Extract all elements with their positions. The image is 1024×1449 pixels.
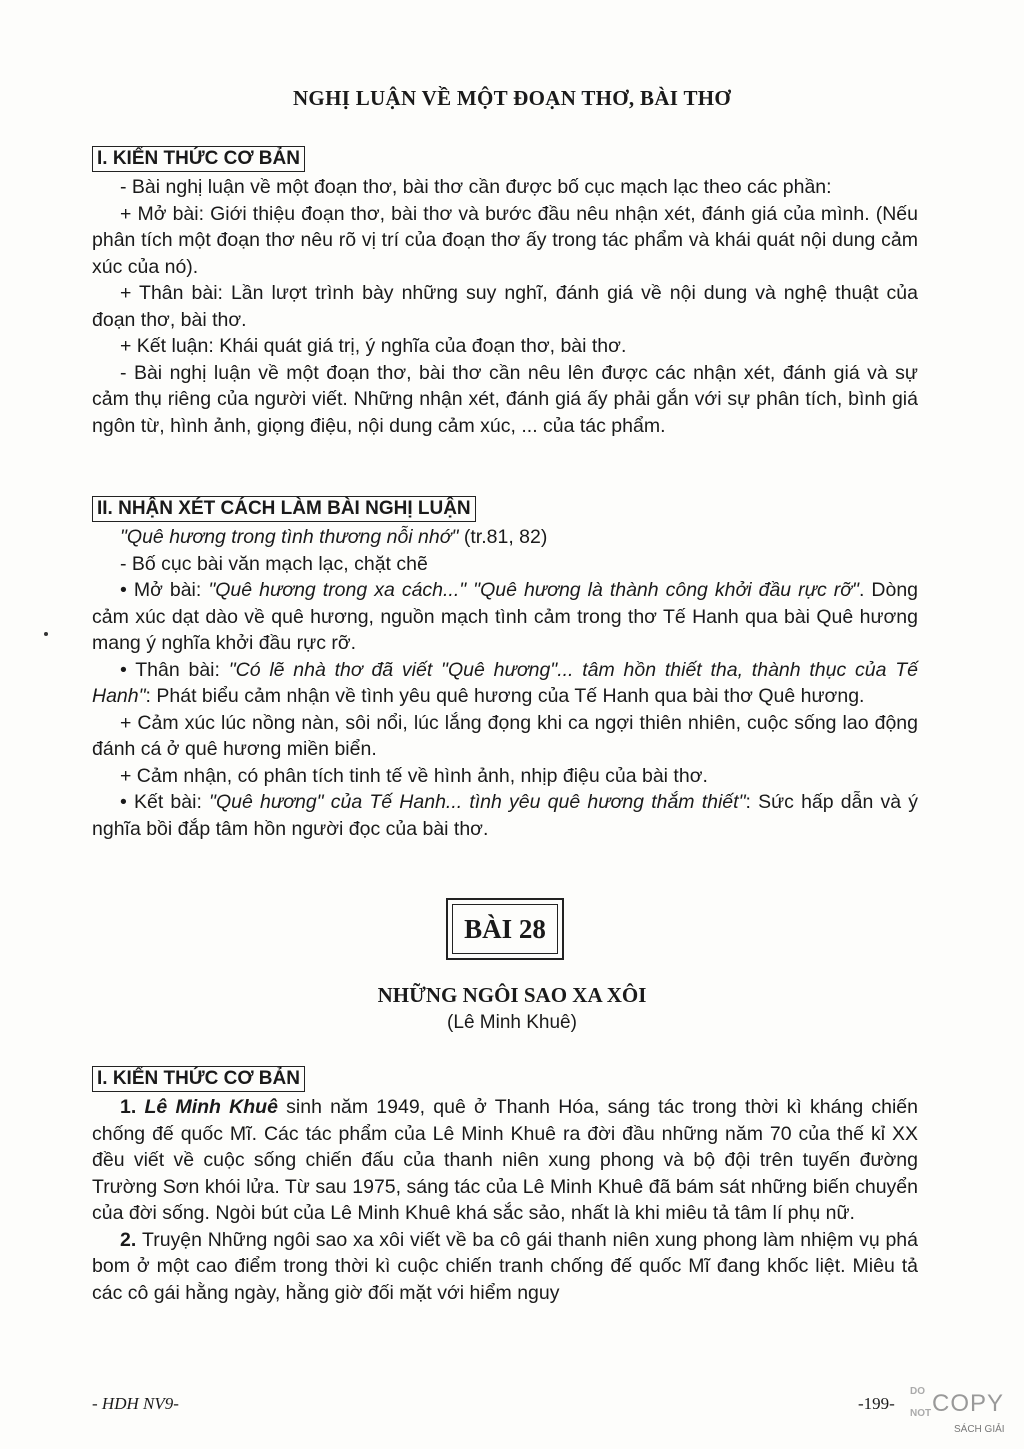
lesson-number-box <box>446 898 564 960</box>
text: Truyện Những ngôi sao xa xôi viết về ba cô gái thanh niên xung phong làm nhiệm vụ phá bom ở một cao điểm trong thời kì cuộc chiến tranh chống đế quốc Mĩ đang khốc liệt. Miêu tả các cô gái hằng ngày, hằng giờ đối mặt với hiểm nguy <box>92 1228 918 1304</box>
section-essay-method-body <box>92 524 918 842</box>
text: : Sức hấp dẫn và ý nghĩa bồi đắp tâm hồn người đọc của bài thơ. <box>92 791 918 840</box>
paragraph: + Cảm nhận, có phân tích tinh tế về hình ảnh, nhịp điệu của bài thơ. <box>120 764 708 787</box>
label: • Mở bài: <box>120 579 209 601</box>
label: • Thân bài: <box>120 658 229 681</box>
paragraph: + Kết luận: Khái quát giá trị, ý nghĩa của đoạn thơ, bài thơ. <box>120 335 627 357</box>
footer-book-code: - HDH NV9- <box>92 1394 179 1413</box>
section-basic-knowledge-2-body <box>92 1094 918 1306</box>
watermark-sach-giai: SÁCH GIẢI <box>954 1424 1005 1435</box>
reference-line <box>92 524 918 551</box>
section-basic-knowledge-body <box>92 174 918 439</box>
author-name: Lê Minh Khuê <box>144 1096 278 1118</box>
paragraph-author-intro <box>92 1094 918 1227</box>
text: : Phát biểu cảm nhận về tình yêu quê hương của Tế Hanh qua bài thơ Quê hương. <box>145 685 865 707</box>
paragraph-than-bai <box>92 657 918 710</box>
watermark-not: NOT <box>910 1408 932 1419</box>
lesson-number: BÀI 28 <box>452 904 558 954</box>
quote: "Quê hương" của Tế Hanh... tình yêu quê hương thắm thiết" <box>209 791 746 813</box>
reference-pages: (tr.81, 82) <box>458 526 548 548</box>
paragraph: - Bài nghị luận về một đoạn thơ, bài thơ cần được bố cục mạch lạc theo các phần: <box>120 176 832 198</box>
label: • Kết bài: <box>120 791 210 813</box>
text: sinh năm 1949, quê ở Thanh Hóa, sáng tác trong thời kì kháng chiến chống đế quốc Mĩ. Các tác phẩm của Lê Minh Khuê ra đời đầu những năm 70 của thế kỉ XX đều viết về cuộc sống chiến đấu của thanh niên xung phong và bộ đội trên tuyến đường Trường Sơn khói lửa. Từ sau 1975, sáng tác của Lê Minh Khuê đã bám sát những biến chuyển của đời sống. Ngòi bút của Lê Minh Khuê khá sắc sảo, nhất là khi miêu tả tâm lí phụ nữ. <box>92 1096 918 1224</box>
story-author: (Lê Minh Khuê) <box>447 1012 577 1033</box>
paragraph: - Bài nghị luận về một đoạn thơ, bài thơ cần nêu lên được các nhận xét, đánh giá và sự cảm thụ riêng của người viết. Những nhận xét, đánh giá ấy phải gắn với sự phân tích, bình giá ngôn từ, hình ảnh, giọng điệu, nội dung cảm xúc, ... của tác phẩm. <box>92 361 918 437</box>
section-heading-basic-knowledge-2: I. KIẾN THỨC CƠ BẢN <box>92 1066 305 1092</box>
item-number: 1. <box>120 1096 145 1118</box>
page-number: -199- <box>858 1394 895 1413</box>
paragraph-mo-bai <box>92 577 918 657</box>
paragraph: + Thân bài: Lần lượt trình bày những suy nghĩ, đánh giá về nội dung và nghệ thuật của đoạn thơ, bài thơ. <box>92 282 918 331</box>
page-title: NGHỊ LUẬN VỀ MỘT ĐOẠN THƠ, BÀI THƠ <box>292 86 732 110</box>
watermark-copy: COPY <box>932 1390 1005 1417</box>
reference-title: "Quê hương trong tình thương nỗi nhớ" <box>120 526 459 548</box>
paragraph: + Mở bài: Giới thiệu đoạn thơ, bài thơ và bước đầu nêu nhận xét, đánh giá của mình. (Nếu phân tích một đoạn thơ nêu rõ vị trí của đoạn thơ ấy trong tác phẩm và khái quát nội dung cảm xúc của nó). <box>92 202 918 278</box>
text: . Dòng cảm xúc dạt dào về quê hương, nguồn mạch tình cảm trong thơ Tế Hanh qua bài Quê hương mang ý nghĩa khởi đầu rực rỡ. <box>92 579 919 654</box>
scan-speck <box>44 632 48 636</box>
paragraph-ket-bai <box>92 789 918 842</box>
section-heading-essay-method: II. NHẬN XÉT CÁCH LÀM BÀI NGHỊ LUẬN <box>92 496 476 522</box>
paragraph: - Bố cục bài văn mạch lạc, chặt chẽ <box>120 552 428 575</box>
section-heading-basic-knowledge: I. KIẾN THỨC CƠ BẢN <box>92 146 305 172</box>
watermark-logo <box>910 1386 1018 1442</box>
quote: "Có lẽ nhà thơ đã viết "Quê hương"... tâm hồn thiết tha, thành thục của Tế Hanh" <box>92 658 918 707</box>
item-number: 2. <box>120 1228 143 1251</box>
quote: "Quê hương trong xa cách..." "Quê hương là thành công khởi đầu rực rỡ" <box>208 579 859 601</box>
story-title: NHỮNG NGÔI SAO XA XÔI <box>377 983 647 1007</box>
paragraph-story-summary <box>92 1227 918 1307</box>
paragraph: + Cảm xúc lúc nồng nàn, sôi nổi, lúc lắng đọng khi ca ngợi thiên nhiên, cuộc sống lao động đánh cá ở quê hương miền biển. <box>92 711 918 760</box>
watermark-do: DO <box>910 1386 925 1397</box>
